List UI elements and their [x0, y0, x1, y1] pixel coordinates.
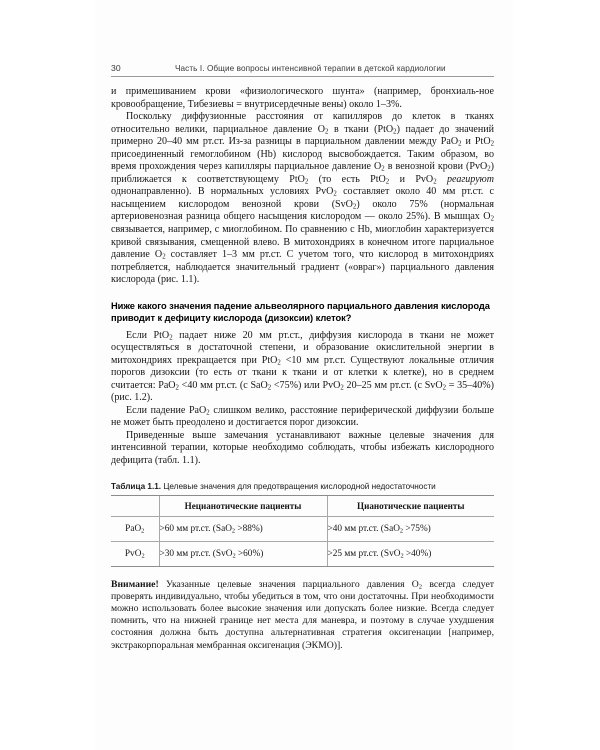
sub-2: 2	[433, 178, 437, 186]
p2-l: составляет около 40 мм рт.ст. с насыщением кислородом венозной крови (SvO	[111, 186, 494, 210]
cell-text-a: >30 мм рт.ст. (SvO	[159, 548, 233, 559]
sub-2: 2	[400, 551, 404, 559]
paragraph-pao2-drop	[111, 405, 494, 430]
p3-c: <10 мм рт.ст. Существуют локальные отличия порогов дизоксии (то есть от ткани к ткани и от клетки к клетке), но в среднем считается: PaO	[111, 354, 494, 391]
page-content	[111, 0, 494, 652]
row-label-main: PvO	[124, 548, 142, 559]
p3-d: <40 мм рт.ст. (с SaO	[178, 379, 268, 391]
paragraph-dysoxia	[111, 330, 494, 405]
p2-j	[437, 174, 447, 185]
p3-b: падает ниже 20 мм рт.ст., диффузия кислорода в ткани не может осуществляться в достаточной степени, и образование окислительной энергии в митохондриях прекращается при PtO	[111, 329, 494, 366]
p2-b: в ткани (PtO	[328, 123, 394, 135]
p3-a: Если PtO	[126, 329, 170, 341]
p2-o: составляет 1–3 мм рт.ст. С учетом того, что кислород в митохондриях потребляется, наблюдается значительный градиент («овраг») парциального давления кислорода (рис. 1.1).	[111, 249, 494, 286]
p4-a: Если падение PaO	[126, 404, 207, 416]
header-cell-cyanotic: Цианотические пациенты	[327, 495, 494, 516]
row-label-pao2	[111, 516, 159, 541]
sub-2: 2	[141, 551, 145, 559]
note-text-a: Указанные целевые значения парциального давления O	[158, 578, 419, 590]
running-head	[111, 0, 494, 73]
cell-text-b: >60%)	[235, 548, 264, 559]
section-question-heading: Ниже какого значения падение альвеолярного парциального давления кислорода приводит к дефициту кислорода (дизоксии) клеток?	[111, 300, 490, 324]
running-head-rule	[111, 76, 494, 77]
note-text-b: всегда следует проверять индивидуально, чтобы убедиться в том, что они достаточны. При необходимости можно использовать более высокие значения или допускать более низкие. Всегда следует помнить, что на нижней границе нет места для маневра, и поэтому в случае ухудшения состояния должна быть доступна альтернативная стратегия оксигенации [например, экстракорпоральная мембранная оксигенация (ЭКМО)].	[111, 578, 494, 651]
p2-f: в венозной крови (PvO	[384, 161, 488, 173]
target-values-table	[111, 495, 494, 567]
header-cell-blank	[111, 495, 159, 516]
sub-2: 2	[442, 384, 447, 392]
p2-d: и PtO	[461, 136, 491, 148]
sub-2: 2	[267, 384, 272, 392]
sub-2: 2	[393, 128, 397, 136]
table-caption	[111, 481, 494, 492]
sub-2: 2	[325, 128, 329, 136]
attention-note-paragraph	[111, 579, 494, 652]
sub-2: 2	[418, 583, 423, 591]
sub-2: 2	[141, 526, 145, 534]
table-body	[111, 516, 494, 566]
sub-2: 2	[304, 178, 309, 186]
sub-2: 2	[385, 178, 390, 186]
sub-2: 2	[231, 526, 236, 534]
table-caption-text: Целевые значения для предотвращения кислородной недостаточности	[161, 481, 436, 491]
p3-e: <75%) или PvO	[271, 379, 341, 391]
p2-h: (то есть PtO	[308, 173, 386, 185]
p4-b: слишком велико, расстояние периферической диффузии больше не может быть преодолено и достигается порог дизоксии.	[111, 404, 494, 429]
paragraph-target-values: Приведенные выше замечания устанавливают важные целевые значения для интенсивной терапии, которые необходимо соблюдать, чтобы избежать кислородного дефицита (табл. 1.1).	[111, 429, 494, 467]
table-header-row	[111, 495, 494, 516]
attention-label: Внимание!	[111, 578, 159, 590]
cell-text-b: >88%)	[235, 523, 263, 534]
sub-2: 2	[232, 551, 236, 559]
p3-f: 20–25 мм рт.ст. (с SvO	[343, 379, 443, 391]
emphasis-reagiruyut: реагируют	[446, 173, 494, 185]
body-text	[111, 86, 494, 468]
p3-g: = 35–40%) (рис. 1.2).	[111, 379, 494, 404]
cell-text-a: >40 мм рт.ст. (SaO	[327, 523, 400, 534]
table-head	[111, 495, 494, 516]
attention-note	[111, 579, 494, 652]
p2-i: и PvO	[389, 173, 434, 185]
cell-text-b: >40%)	[403, 548, 432, 559]
p2-m: ) около 75% (нормальная артериовенозная разница общего насыщения кислородом — около 25%). В мышцах O	[111, 198, 494, 223]
p2-g: ) приближается к соответствующему PtO	[111, 161, 495, 185]
sub-2: 2	[333, 190, 337, 198]
paragraph-continuation	[111, 86, 494, 111]
p2-k: однонаправленно). В нормальных условиях PvO	[111, 186, 334, 198]
cell-pvo2-cyanotic	[327, 541, 494, 566]
cell-pao2-noncyanotic	[159, 516, 327, 541]
row-label-main: PaO	[125, 523, 142, 534]
sub-2: 2	[352, 203, 357, 211]
para-1-text: и примешиванием крови «физиологического шунта» (например, бронхиаль-ное кровообращение, Тибезиевы = внутрисердечные вены) около 1–3%.	[111, 86, 494, 110]
sub-2: 2	[381, 165, 385, 173]
sub-2: 2	[458, 140, 462, 148]
sub-2: 2	[340, 384, 344, 392]
cell-pao2-cyanotic	[327, 516, 494, 541]
sub-2: 2	[169, 334, 173, 342]
p2-c: ) падает до значений примерно 20–40 мм рт.ст. Из-за разницы в парциальном давлении между PaO	[111, 123, 495, 148]
p2-e: присоединенный гемоглобином (Hb) кислород высвобождается. Таким образом, во время прохождения через капилляры парциальное давление O	[111, 148, 494, 173]
sub-2: 2	[490, 215, 494, 223]
cell-pvo2-noncyanotic	[159, 541, 327, 566]
page-number: 30	[111, 63, 121, 73]
running-head-title: Часть I. Общие вопросы интенсивной терапии в детской кардиологии	[175, 64, 446, 73]
cell-text-a: >60 мм рт.ст. (SaO	[159, 523, 232, 534]
sub-2: 2	[162, 253, 166, 261]
cell-text-b: >75%)	[403, 523, 431, 534]
sub-2: 2	[175, 384, 179, 392]
sub-2: 2	[490, 140, 494, 148]
table-row	[111, 541, 494, 566]
table-caption-label: Таблица 1.1.	[111, 481, 162, 491]
sub-2: 2	[487, 165, 491, 173]
row-label-pvo2	[111, 541, 159, 566]
paragraph-diffusion	[111, 111, 494, 287]
header-cell-noncyanotic: Нецианотические пациенты	[159, 495, 327, 516]
sub-2: 2	[206, 409, 210, 417]
sub-2: 2	[277, 359, 281, 367]
sub-2: 2	[399, 526, 404, 534]
p2-n: связывается, например, с миоглобином. По сравнению с Hb, миоглобин характеризуется кривой связывания, смещенной влево. В митохондриях в конечном итоге парциальное давление O	[111, 224, 494, 261]
table-row	[111, 516, 494, 541]
cell-text-a: >25 мм рт.ст. (SvO	[327, 548, 401, 559]
p2-a: Поскольку диффузионные расстояния от капилляров до клеток в тканях относительно велики, парциальное давление O	[111, 111, 494, 135]
